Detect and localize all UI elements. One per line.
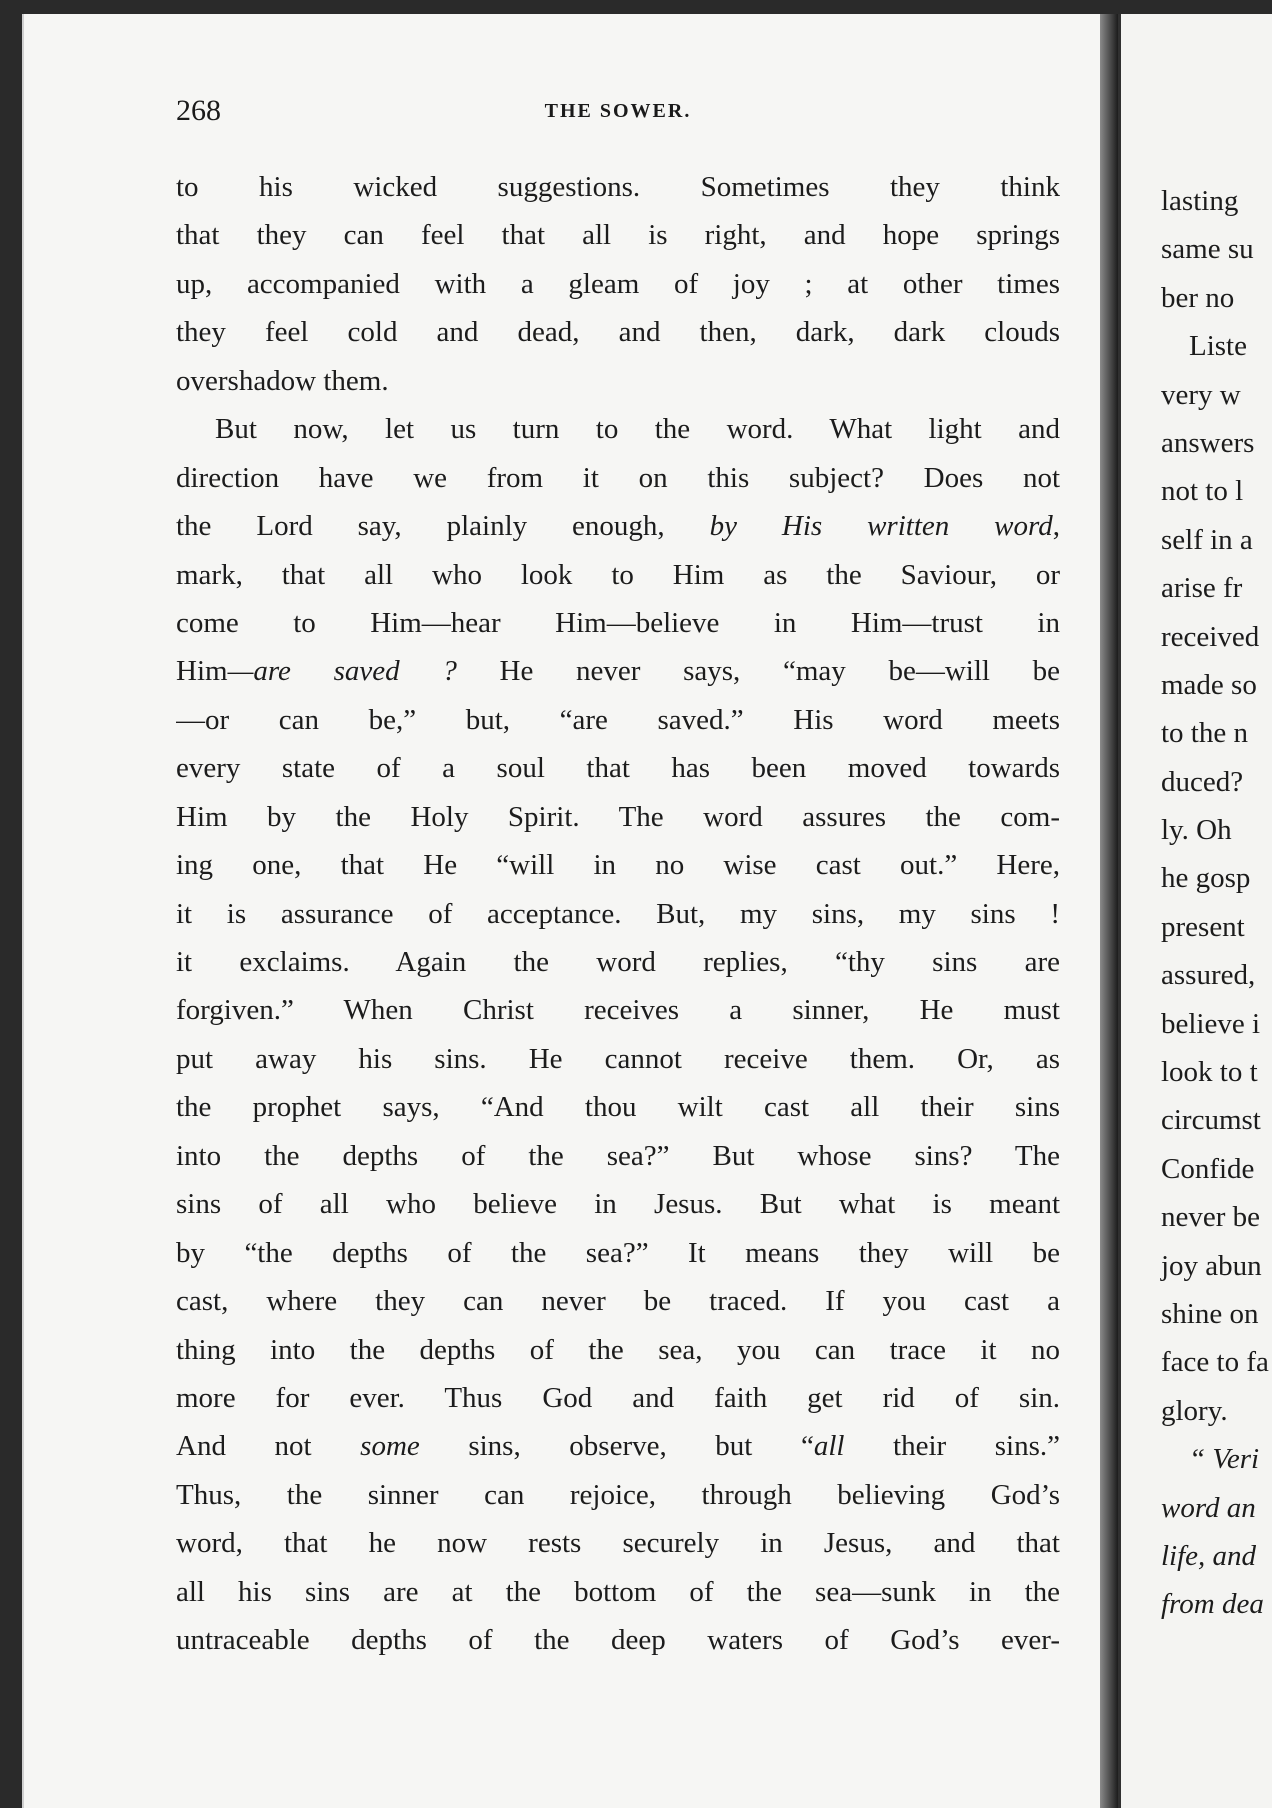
text-segment: the prophet says, “And thou wilt cast all their sins bbox=[176, 1091, 1060, 1124]
text-segment: mark, that all who look to Him as the Saviour, or bbox=[176, 558, 1060, 591]
text-line bbox=[176, 163, 1060, 211]
text-line bbox=[176, 1035, 1060, 1083]
text-segment: overshadow them. bbox=[176, 364, 389, 397]
right-page bbox=[1118, 14, 1272, 1808]
text-segment: by “the depths of the sea?” It means they will be bbox=[176, 1236, 1060, 1269]
text-segment: word, that he now rests securely in Jesus, and that bbox=[176, 1527, 1060, 1560]
text-line bbox=[176, 890, 1060, 938]
right-text-line: face to fa bbox=[1161, 1346, 1269, 1379]
text-line bbox=[176, 1519, 1060, 1567]
right-text-line: word an bbox=[1161, 1491, 1256, 1524]
italic-text: some bbox=[360, 1430, 420, 1463]
text-line bbox=[176, 1471, 1060, 1519]
text-line bbox=[176, 1229, 1060, 1277]
right-text-line: to the n bbox=[1161, 717, 1248, 750]
italic-text: by His written word bbox=[709, 510, 1053, 543]
text-segment: up, accompanied with a gleam of joy ; at other times bbox=[176, 267, 1060, 300]
right-text-line: from dea bbox=[1161, 1588, 1264, 1621]
right-text-line: never be bbox=[1161, 1201, 1261, 1234]
text-segment: thing into the depths of the sea, you can trace it no bbox=[176, 1333, 1060, 1366]
text-segment: into the depths of the sea?” But whose sins? The bbox=[176, 1139, 1060, 1172]
text-line bbox=[176, 1422, 1060, 1470]
right-text-line: same su bbox=[1161, 233, 1254, 266]
text-segment: Thus, the sinner can rejoice, through believing God’s bbox=[176, 1478, 1060, 1511]
text-segment: ing one, that He “will in no wise cast out.” Here, bbox=[176, 849, 1060, 882]
text-line bbox=[176, 599, 1060, 647]
right-text-line: Liste bbox=[1189, 330, 1247, 363]
right-text-line: ber no bbox=[1161, 281, 1235, 314]
page-number: 268 bbox=[176, 94, 221, 127]
right-text-line: Confide bbox=[1161, 1152, 1255, 1185]
right-text-line: duced? bbox=[1161, 765, 1244, 798]
text-line bbox=[176, 308, 1060, 356]
text-segment: He never says, “may be—will be bbox=[456, 655, 1060, 688]
text-segment: sins of all who believe in Jesus. But what is meant bbox=[176, 1188, 1060, 1221]
text-segment: untraceable depths of the deep waters of God’s ever- bbox=[176, 1624, 1060, 1657]
right-text-line: circumst bbox=[1161, 1104, 1261, 1137]
text-segment: sins, observe, but “ bbox=[419, 1430, 814, 1463]
text-segment: to his wicked suggestions. Sometimes they think bbox=[176, 171, 1060, 203]
right-text-line: ly. Oh bbox=[1161, 814, 1232, 847]
right-text-line: he gosp bbox=[1161, 862, 1251, 895]
text-segment: forgiven.” When Christ receives a sinner, He must bbox=[176, 994, 1060, 1027]
text-segment: put away his sins. He cannot receive them. Or, as bbox=[176, 1042, 1060, 1075]
text-line bbox=[176, 793, 1060, 841]
running-title: THE SOWER. bbox=[544, 100, 692, 122]
text-line bbox=[176, 1277, 1060, 1325]
text-segment: Him by the Holy Spirit. The word assures the com- bbox=[176, 800, 1060, 833]
text-segment: their sins.” bbox=[844, 1430, 1060, 1463]
text-segment: it exclaims. Again the word replies, “thy sins are bbox=[176, 946, 1060, 978]
text-segment: that they can feel that all is right, and hope springs bbox=[176, 219, 1060, 252]
italic-text: —are saved ? bbox=[227, 655, 457, 688]
text-line bbox=[176, 841, 1060, 889]
text-segment: more for ever. Thus God and faith get rid of sin. bbox=[176, 1381, 1060, 1414]
text-line bbox=[176, 647, 1060, 695]
text-line bbox=[176, 1132, 1060, 1180]
text-segment: the Lord say, plainly enough, bbox=[176, 510, 710, 543]
body-text bbox=[176, 163, 1060, 1665]
book-gutter bbox=[1100, 14, 1118, 1808]
text-segment: And not bbox=[176, 1430, 361, 1463]
text-line bbox=[176, 1326, 1060, 1374]
right-text-line: believe i bbox=[1161, 1007, 1261, 1040]
right-text-line: joy abun bbox=[1161, 1249, 1262, 1282]
text-line bbox=[176, 1180, 1060, 1228]
text-segment: But now, let us turn to the word. What light and bbox=[215, 413, 1060, 446]
right-text-line: assured, bbox=[1161, 959, 1256, 992]
right-text-line: very w bbox=[1161, 378, 1241, 411]
right-text-line: glory. bbox=[1161, 1394, 1228, 1427]
text-line bbox=[176, 357, 1060, 405]
running-head bbox=[176, 94, 1060, 134]
text-line bbox=[176, 1374, 1060, 1422]
text-segment: cast, where they can never be traced. If you cast a bbox=[176, 1285, 1060, 1318]
text-segment: they feel cold and dead, and then, dark, dark clouds bbox=[176, 316, 1060, 349]
text-line bbox=[176, 551, 1060, 599]
text-line bbox=[176, 1616, 1060, 1664]
text-line bbox=[176, 938, 1060, 986]
text-segment: , bbox=[1052, 510, 1060, 543]
right-text-line: arise fr bbox=[1161, 572, 1243, 605]
text-line bbox=[176, 260, 1060, 308]
right-text-line: look to t bbox=[1161, 1056, 1258, 1089]
text-line bbox=[176, 1568, 1060, 1616]
right-text-line: received bbox=[1161, 620, 1260, 653]
text-line bbox=[176, 454, 1060, 502]
right-page-text bbox=[1161, 177, 1272, 1629]
right-text-line: self in a bbox=[1161, 523, 1253, 556]
text-segment: —or can be,” but, “are saved.” His word meets bbox=[176, 703, 1060, 736]
text-segment: it is assurance of acceptance. But, my sins, my sins ! bbox=[176, 897, 1060, 930]
text-segment: come to Him—hear Him—believe in Him—trust in bbox=[176, 606, 1060, 639]
text-line bbox=[176, 502, 1060, 550]
text-segment: every state of a soul that has been moved towards bbox=[176, 752, 1060, 785]
right-text-line: present bbox=[1161, 910, 1245, 943]
text-line bbox=[176, 1083, 1060, 1131]
text-line bbox=[176, 211, 1060, 259]
right-text-line: answers bbox=[1161, 426, 1255, 459]
text-line bbox=[176, 696, 1060, 744]
right-text-line: made so bbox=[1161, 668, 1257, 701]
text-segment: all his sins are at the bottom of the sea—sunk in the bbox=[176, 1575, 1060, 1608]
right-text-line: “ Veri bbox=[1189, 1443, 1260, 1476]
text-line bbox=[176, 986, 1060, 1034]
right-text-line: life, and bbox=[1161, 1539, 1257, 1572]
text-line bbox=[176, 405, 1060, 453]
text-line bbox=[176, 744, 1060, 792]
text-segment: Him bbox=[176, 655, 228, 688]
text-segment: direction have we from it on this subject? Does not bbox=[176, 461, 1060, 494]
right-text-line: shine on bbox=[1161, 1297, 1259, 1330]
italic-text: all bbox=[813, 1430, 845, 1463]
right-text-line: lasting bbox=[1161, 185, 1239, 217]
right-text-line: not to l bbox=[1161, 475, 1244, 508]
